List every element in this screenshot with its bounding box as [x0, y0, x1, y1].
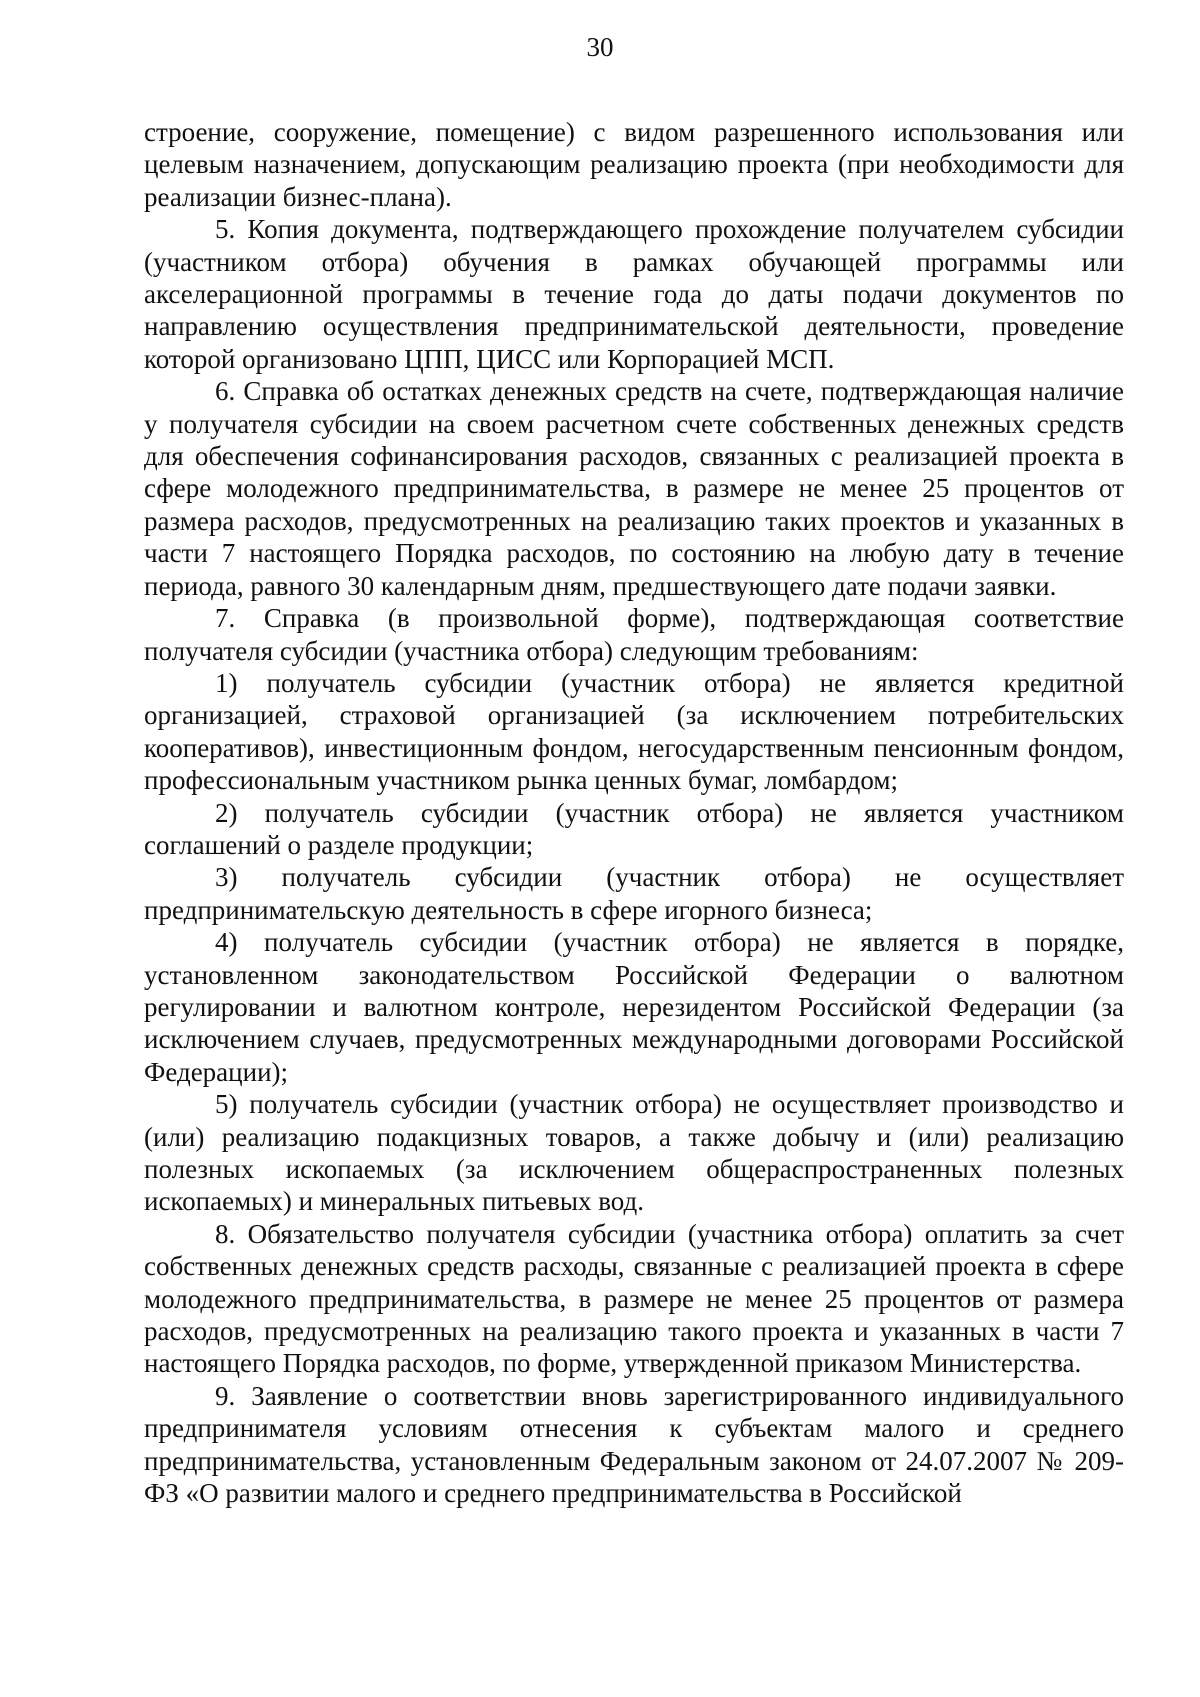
- paragraph: строение, сооружение, помещение) с видом разрешенного использования или целевым назначением, допускающим реализацию проекта (при необходимости для реализации бизнес-плана).: [144, 117, 1124, 212]
- paragraph: 7. Справка (в произвольной форме), подтверждающая соответствие получателя субсидии (участника отбора) следующим требованиям:: [144, 603, 1124, 666]
- paragraph: 1) получатель субсидии (участник отбора) не является кредитной организацией, страховой организацией (за исключением потребительских кооперативов), инвестиционным фондом, негосударственным пенсионным фондом, профессиональным участником рынка ценных бумаг, ломбардом;: [144, 667, 1124, 796]
- paragraph: 8. Обязательство получателя субсидии (участника отбора) оплатить за счет собственных денежных средств расходы, связанные с реализацией проекта в сфере молодежного предпринимательства, в размере не менее 25 процентов от размера расходов, предусмотренных на реализацию такого проекта и указанных в части 7 настоящего Порядка расходов, по форме, утвержденной приказом Министерства.: [144, 1218, 1124, 1379]
- document-body: [144, 116, 1124, 1509]
- paragraph: 2) получатель субсидии (участник отбора) не является участником соглашений о разделе продукции;: [144, 797, 1124, 860]
- paragraph: 3) получатель субсидии (участник отбора) не осуществляет предпринимательскую деятельность в сфере игорного бизнеса;: [144, 862, 1124, 925]
- page-number: 30: [586, 32, 614, 62]
- paragraph: 6. Справка об остатках денежных средств на счете, подтверждающая наличие у получателя субсидии на своем расчетном счете собственных денежных средств для обеспечения софинансирования расходов, связанных с реализацией проекта в сфере молодежного предпринимательства, в размере не менее 25 процентов от размера расходов, предусмотренных на реализацию таких проектов и указанных в части 7 настоящего Порядка расходов, по состоянию на любую дату в течение периода, равного 30 календарным дням, предшествующего дате подачи заявки.: [144, 376, 1124, 601]
- paragraph: 9. Заявление о соответствии вновь зарегистрированного индивидуального предпринимателя условиям отнесения к субъектам малого и среднего предпринимательства, установленным Федеральным законом от 24.07.2007 № 209-ФЗ «О развитии малого и среднего предпринимательства в Российской: [144, 1380, 1124, 1509]
- paragraph: 5. Копия документа, подтверждающего прохождение получателем субсидии (участником отбора) обучения в рамках обучающей программы или акселерационной программы в течение года до даты подачи документов по направлению осуществления предпринимательской деятельности, проведение которой организовано ЦПП, ЦИСС или Корпорацией МСП.: [144, 214, 1124, 374]
- paragraph: 4) получатель субсидии (участник отбора) не является в порядке, установленном законодательством Российской Федерации о валютном регулировании и валютном контроле, нерезидентом Российской Федерации (за исключением случаев, предусмотренных международными договорами Российской Федерации);: [144, 927, 1124, 1087]
- paragraph: 5) получатель субсидии (участник отбора) не осуществляет производство и (или) реализацию подакцизных товаров, а также добычу и (или) реализацию полезных ископаемых (за исключением общераспространенных полезных ископаемых) и минеральных питьевых вод.: [144, 1089, 1124, 1217]
